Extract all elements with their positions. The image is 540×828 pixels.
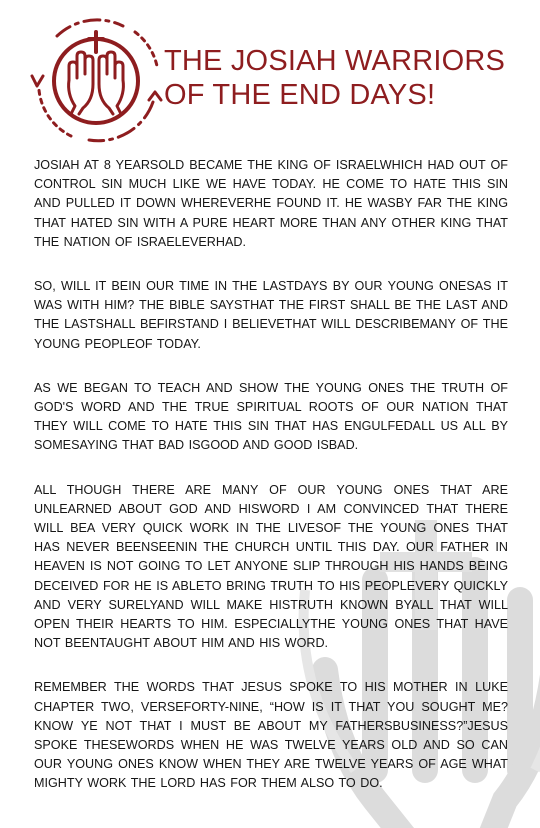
title-line-1: THE JOSIAH WARRIORS [164,45,506,77]
article-body [34,156,508,819]
paragraph-3: AS WE BEGAN TO TEACH AND SHOW THE YOUNG ONES THE TRUTH OF GOD'S WORD AND THE TRUE SPIRITUAL ROOTS OF OUR NATION THAT THEY WILL COME TO HATE THIS SIN THAT HAS ENGULFEDALL US ALL BY SOMESAYING THAT BAD ISGOOD AND GOOD ISBAD. [34,380,508,453]
paragraph-1: JOSIAH AT 8 YEARSOLD BECAME THE KING OF ISRAELWHICH HAD OUT OF CONTROL SIN MUCH LIKE WE HAVE TODAY. HE COME TO HATE THIS SIN AND PULLED IT DOWN WHEREVERHE FOUND IT. HE WASBY FAR THE KING THAT HATED SIN WITH A PURE HEART MORE THAN ANY OTHER KING THAT THE NATION OF ISRAELEVERHAD. [34,158,508,249]
paragraph-5: REMEMBER THE WORDS THAT JESUS SPOKE TO HIS MOTHER IN LUKE CHAPTER TWO, VERSEFORTY-NINE, “HOW IS IT THAT YOU SOUGHT ME? KNOW YE NOT THAT I MUST BE ABOUT MY FATHERSBUSINESS?”JESUS SPOKE THESEWORDS WHEN HE WAS TWELVE YEARS OLD AND SO CAN OUR YOUNG ONES KNOW WHEN THEY ARE TWELVE YEARS OF AGE WHAT MIGHTY WORK THE LORD HAS FOR THEM ALSO TO DO. [34,680,508,791]
title-line-2: OF THE END DAYS! [164,79,436,111]
paragraph-4: ALL THOUGH THERE ARE MANY OF OUR YOUNG ONES THAT ARE UNLEARNED ABOUT GOD AND HISWORD I AM CONVINCED THAT THERE WILL BEA VERY QUICK WORK IN THE LIVESOF THE YOUNG ONES THAT HAS NEVER BEENSEENIN THE CHURCH UNTIL THIS DAY. OUR FATHER IN HEAVEN IS NOT GOING TO LET ANYONE SLIP THROUGH HIS HANDS BEING DECEIVED FOR HE IS ABLETO BRING TRUTH TO HIS PEOPLEVERY QUICKLY AND VERY SURELYAND WILL MAKE HISTRUTH KNOWN BYALL THAT WILL OPEN THEIR HEARTS TO HIM. ESPECIALLYTHE YOUNG ONES THAT HAVE NOT BEENTAUGHT ABOUT HIM AND HIS WORD. [34,482,508,651]
praying-hands-cross-icon [27,18,167,146]
page-title [164,44,534,112]
paragraph-2: SO, WILL IT BEIN OUR TIME IN THE LASTDAYS BY OUR YOUNG ONESAS IT WAS WITH HIM? THE BIBLE SAYSTHAT THE FIRST SHALL BE THE LAST AND THE LASTSHALL BEFIRSTAND I BELIEVETHAT WILL DESCRIBEMANY OF THE YOUNG PEOPLEOF TODAY. [34,279,508,351]
